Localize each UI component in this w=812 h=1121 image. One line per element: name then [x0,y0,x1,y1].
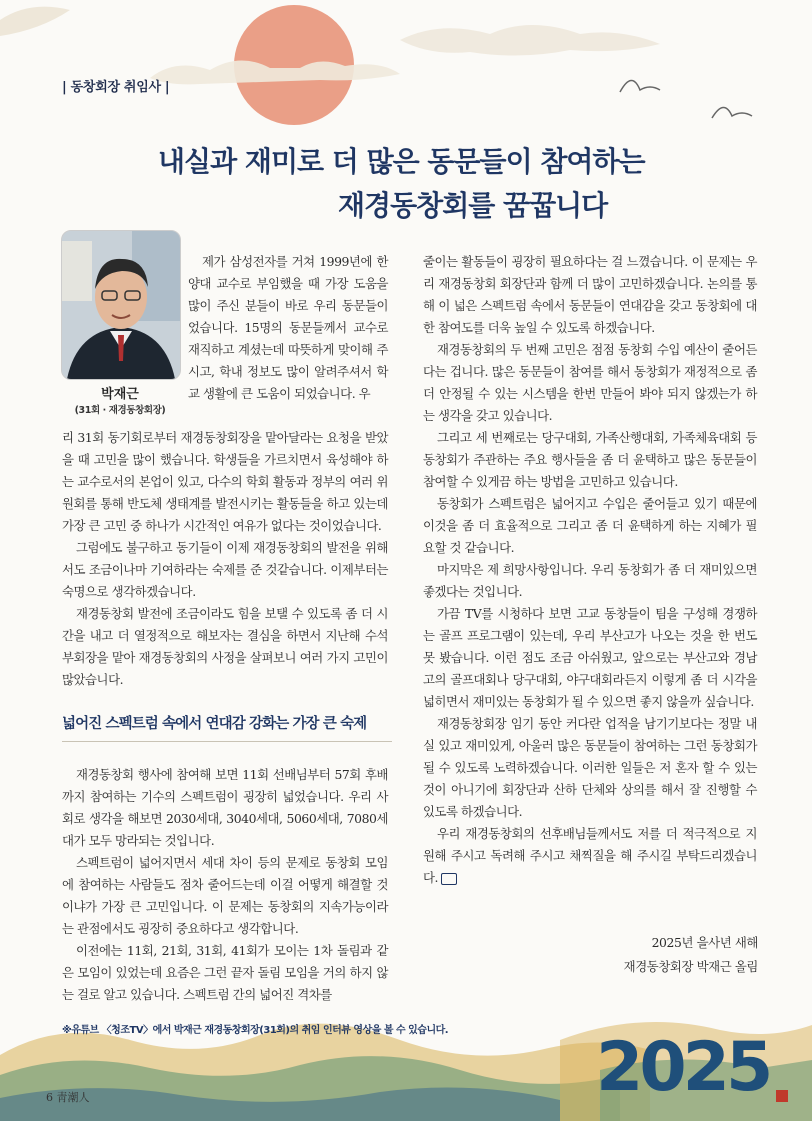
left-column-2 [62,764,388,1006]
intro-text [188,251,388,405]
paragraph: 재경동창회장 임기 동안 커다란 업적을 남기기보다는 정말 내실 있고 재미있게, 아울러 많은 동문들이 참여하는 그런 동창회가 될 수 있도록 노력하겠습니다. 이러한 일들은 저 혼자 할 수 있는 것이 아니기에 회장단과 산하 단체와 상의를 해서 잘 진행할 수 있도록 하겠습니다. [423,716,757,819]
signature-author: 재경동창회장 박재근 올림 [623,959,758,974]
paragraph: 제가 삼성전자를 거쳐 1999년에 한양대 교수로 부임했을 때 가장 도움을 많이 주신 분들이 바로 우리 동문들이었습니다. 15명의 동문들께서 교수로 재직하고 계셨는데 따뜻하게 맞이해 주시고, 학내 정보도 많이 알려주셔서 학교 생활에 큰 도움이 되었습니다. 우 [188,254,388,401]
paragraph: 스펙트럼이 넓어지면서 세대 차이 등의 문제로 동창회 모임에 참여하는 사람들도 점차 줄어드는데 이걸 어떻게 해결할 것이냐가 가장 큰 고민입니다. 이 문제는 동창회의 지속가능이라는 관점에서도 굉장히 중요하다고 생각합니다. [62,855,388,936]
paragraph: 이전에는 11회, 21회, 31회, 41회가 모이는 1차 돌림과 같은 모임이 있었는데 요즘은 그런 끝자 돌림 모임을 거의 하지 않는 걸로 알고 있습니다. 스펙트럼 간의 넓어진 격차를 [62,943,388,1002]
paragraph: 동창회가 스펙트럼은 넓어지고 수입은 줄어들고 있기 때문에 이것을 좀 더 효율적으로 그리고 좀 더 윤택하게 하는 지혜가 필요할 것 같습니다. [423,496,757,555]
profile-name: 박재근 [101,387,139,402]
paragraph: 가끔 TV를 시청하다 보면 고교 동창들이 팀을 구성해 경쟁하는 골프 프로그램이 있는데, 우리 부산고가 나오는 것을 한 번도 못 봤습니다. 이런 점도 조금 아쉬웠고, 앞으로는 부산고와 경남고의 골프대회나 당구대회, 야구대회라든지 이렇게 좀 더 시각을 넓히면서 재미있는 동창회가 될 수 있으면 좋지 않을까 싶습니다. [423,606,757,709]
right-column [423,251,757,889]
paragraph: 재경동창회 발전에 조금이라도 힘을 보탤 수 있도록 좀 더 시간을 내고 더 열정적으로 해보자는 결심을 하면서 지난해 수석부회장을 맡아 재경동창회의 사정을 살펴보니 여러 가지 고민이 많았습니다. [62,606,388,687]
paragraph: 줄이는 활동들이 굉장히 필요하다는 걸 느꼈습니다. 이 문제는 우리 재경동창회 회장단과 함께 더 많이 고민하겠습니다. 논의를 통해 이 넓은 스펙트럼 속에서 동문들이 연대감을 갖고 동창회에 대한 참여도를 더욱 높일 수 있도록 하겠습니다. [423,254,757,335]
year-mark: 2025 [596,1028,770,1107]
paragraph: 마지막은 제 희망사항입니다. 우리 동창회가 좀 더 재미있으면 좋겠다는 것입니다. [423,562,757,599]
footnote: ※유튜브 〈청조TV〉에서 박재근 재경동창회장(31회)의 취임 인터뷰 영상을 볼 수 있습니다. [62,1025,449,1036]
section-tag: | 동창회장 취임사 | [62,80,170,95]
paragraph: 그럼에도 불구하고 동기들이 이제 재경동창회의 발전을 위해서도 조금이나마 기여하라는 숙제를 준 것같습니다. 이제부터는 숙명으로 생각하겠습니다. [62,540,388,599]
closing-sentence: 우리 재경동창회의 선후배님들께서도 저를 더 적극적으로 지원해 주시고 독려해 주시고 채찍질을 해 주시길 부탁드리겠습니다. [423,826,757,885]
page-number: 6 靑潮人 [46,1091,90,1104]
subheading: 넓어진 스펙트럼 속에서 연대감 강화는 가장 큰 숙제 [62,712,392,742]
title-line-1: 내실과 재미로 더 많은 동문들이 참여하는 [158,145,645,178]
title-line-2: 재경동창회를 꿈꿉니다 [338,189,608,222]
paragraph: 재경동창회 행사에 참여해 보면 11회 선배님부터 57회 후배까지 참여하는 기수의 스펙트럼이 굉장히 넓었습니다. 우리 사회로 생각을 해보면 2030세대, 3040세대, 5060세대, 7080세대가 모두 망라되는 것입니다. [62,767,388,848]
bird-shape [712,107,752,118]
profile-role: (31회 · 재경동창회장) [74,405,166,416]
end-mark-icon [441,873,457,885]
paragraph: 리 31회 동기회로부터 재경동창회장을 맡아달라는 요청을 받았을 때 고민을 많이 했습니다. 학생들을 가르치면서 육성해야 하는 교수로서의 본업이 있고, 다수의 학회 활동과 정부의 여러 위원회를 통해 반도체 생태계를 발전시키는 활동들을 하고 있는데 가장 큰 고민 중 하나가 시간적인 여유가 없다는 것이었습니다. [62,430,388,533]
signature-date: 2025년 을사년 새해 [651,935,758,950]
cloud-shape [0,7,70,36]
portrait-illustration [62,231,180,379]
cloud-shape [400,25,660,56]
year-badge-shape [776,1090,788,1102]
paragraph: 재경동창회의 두 번째 고민은 점점 동창회 수입 예산이 줄어든다는 겁니다. 많은 동문들이 참여를 해서 동창회가 재정적으로 좀 더 안정될 수 있는 시스템을 한번 만들어 봐야 되지 않겠는가 하는 생각을 갖고 있습니다. [423,342,757,423]
bird-shape [620,80,660,92]
profile-photo [61,230,181,380]
page-title [100,140,740,228]
paragraph [423,823,757,889]
paragraph: 그리고 세 번째로는 당구대회, 가족산행대회, 가족체육대회 등 동창회가 주관하는 주요 행사들을 좀 더 윤택하고 많은 동문들이 참여할 수 있게끔 하는 방법을 고민하고 있습니다. [423,430,757,489]
left-column [62,427,388,691]
